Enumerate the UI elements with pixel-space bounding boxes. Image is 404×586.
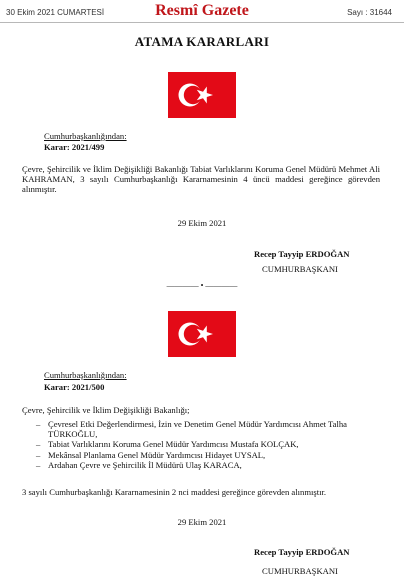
list-item-text: Mekânsal Planlama Genel Müdür Yardımcısı Hidayet UYSAL, <box>48 449 266 460</box>
dismissal-list <box>22 419 382 470</box>
list-dash: – <box>36 459 41 470</box>
list-item <box>22 450 382 460</box>
signer-name-1: Recep Tayyip ERDOĞAN <box>254 249 350 259</box>
list-item-text: Ardahan Çevre ve Şehircilik İl Müdürü Ulaş KARACA, <box>48 459 242 470</box>
list-item <box>22 460 382 470</box>
list-dash: – <box>36 449 41 460</box>
institution-label-1: Cumhurbaşkanlığından: <box>44 131 127 141</box>
list-dash: – <box>36 419 41 429</box>
list-item-text: Çevresel Etki Değerlendirmesi, İzin ve Denetim Genel Müdür Yardımcısı Ahmet Talha TÜRKOĞLU, <box>48 419 347 440</box>
section-title: ATAMA KARARLARI <box>134 34 270 49</box>
gazette-header <box>0 0 404 23</box>
decision-number-2: Karar: 2021/500 <box>44 382 105 392</box>
turkish-flag-icon <box>168 311 236 357</box>
gazette-title: Resmî Gazete <box>155 2 249 19</box>
decision-date-1: 29 Ekim 2021 <box>177 218 227 228</box>
flag-crescent-inner <box>184 86 202 104</box>
signer-name-2: Recep Tayyip ERDOĞAN <box>254 547 350 557</box>
list-item <box>22 419 382 439</box>
signer-title-1: CUMHURBAŞKANI <box>262 264 338 274</box>
list-item-text: Tabiat Varlıklarını Koruma Genel Müdür Yardımcısı Mustafa KOLÇAK, <box>48 439 299 450</box>
ministry-intro: Çevre, Şehircilik ve İklim Değişikliği Bakanlığı; <box>22 405 190 415</box>
decision-body-1: Çevre, Şehircilik ve İklim Değişikliği Bakanlığı Tabiat Varlıklarını Koruma Genel Müdürü Mehmet Ali KAHRAMAN, 3 sayılı Cumhurbaşkanlığı Kararnamesinin 4 üncü maddesi gereğince görevden alınmıştır. <box>22 164 380 195</box>
issue-number: Sayı : 31644 <box>347 8 392 17</box>
list-item <box>22 439 382 449</box>
signer-title-2: CUMHURBAŞKANI <box>262 566 338 576</box>
flag-crescent-inner <box>184 325 202 343</box>
decision-date-2: 29 Ekim 2021 <box>177 517 227 527</box>
list-dash: – <box>36 439 41 450</box>
decision-number-1: Karar: 2021/499 <box>44 142 105 152</box>
institution-label-2: Cumhurbaşkanlığından: <box>44 370 127 380</box>
decision-separator: ———— • ———— <box>166 281 238 290</box>
decision-closing-2: 3 sayılı Cumhurbaşkanlığı Kararnamesinin 2 nci maddesi gereğince görevden alınmıştır. <box>22 487 327 497</box>
issue-date: 30 Ekim 2021 CUMARTESİ <box>6 8 105 17</box>
turkish-flag-icon <box>168 72 236 118</box>
